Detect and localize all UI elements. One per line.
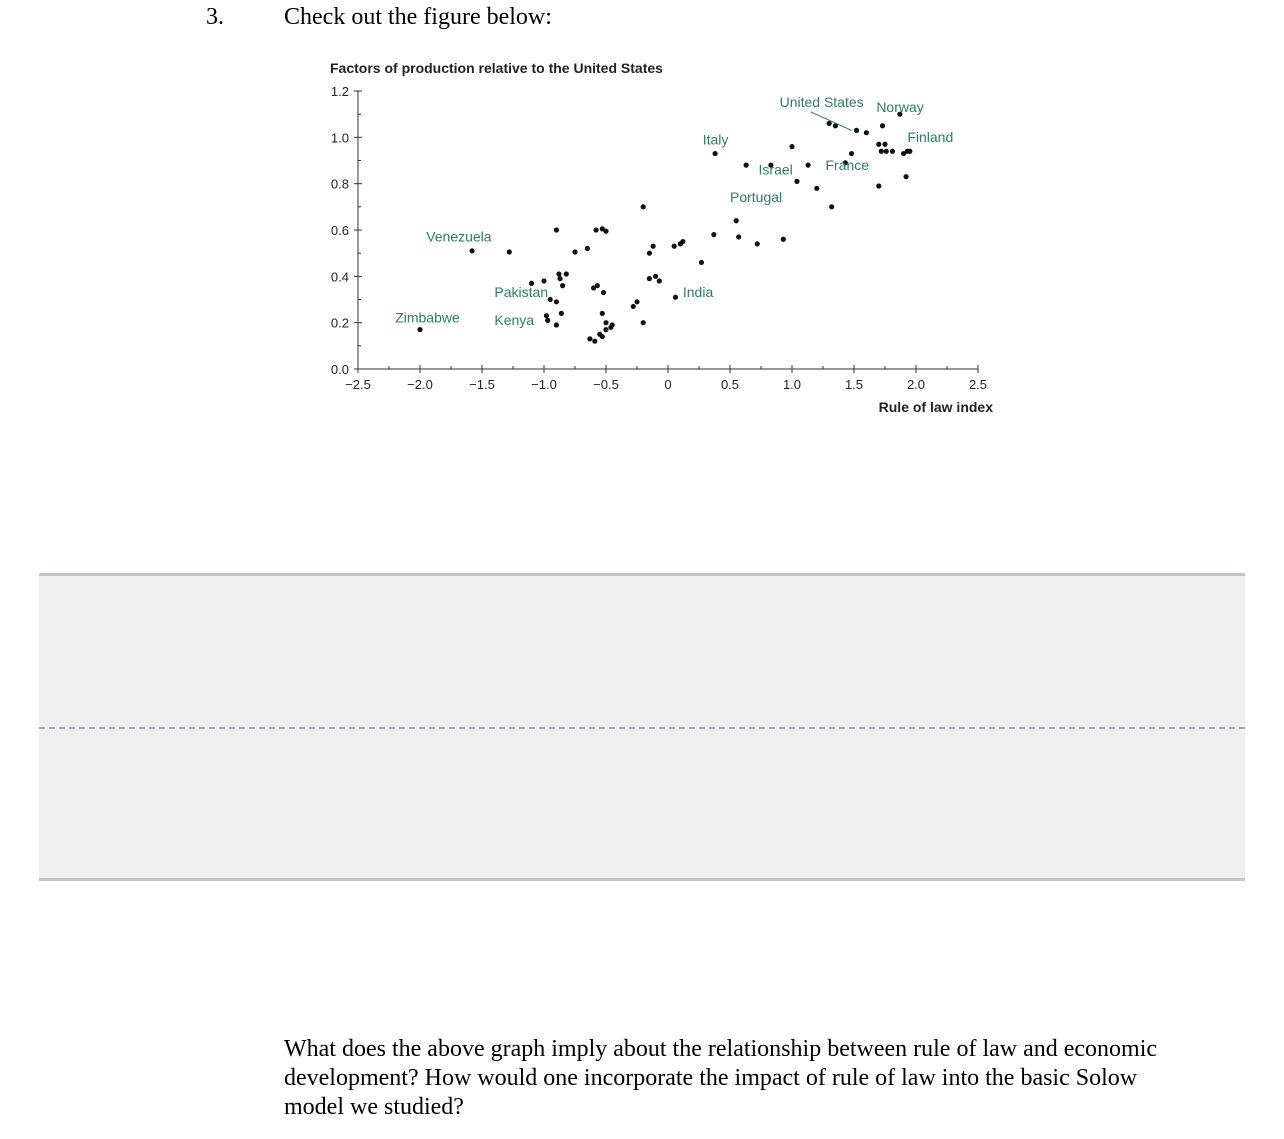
data-point	[560, 283, 565, 288]
data-point	[647, 251, 652, 256]
data-point	[541, 278, 546, 283]
x-axis-label: Rule of law index	[878, 399, 993, 415]
data-point	[806, 163, 811, 168]
data-point	[903, 174, 908, 179]
x-tick-label: 1.5	[844, 377, 864, 392]
data-point	[653, 274, 658, 279]
data-point	[794, 179, 799, 184]
data-point	[610, 322, 615, 327]
data-point	[673, 295, 678, 300]
data-point	[600, 311, 605, 316]
data-point	[603, 327, 608, 332]
country-label: India	[682, 284, 714, 301]
y-tick-label: 0.8	[330, 176, 349, 192]
data-point	[544, 313, 549, 318]
data-point	[634, 299, 639, 304]
x-tick-label: −2.0	[407, 377, 433, 392]
data-point	[901, 151, 906, 156]
y-tick-label: 0.4	[330, 269, 349, 285]
answer-divider	[39, 727, 1245, 729]
y-tick-label: 1.0	[330, 130, 349, 146]
data-point	[572, 249, 577, 254]
data-point	[678, 241, 683, 246]
data-point	[876, 183, 881, 188]
data-point	[744, 163, 749, 168]
data-point	[713, 151, 718, 156]
data-point	[880, 123, 885, 128]
data-point	[554, 227, 559, 232]
data-point	[548, 297, 553, 302]
country-label: Venezuela	[426, 228, 492, 245]
x-tick-label: −1.0	[531, 377, 557, 392]
data-point	[603, 229, 608, 234]
data-point	[657, 278, 662, 283]
data-point	[554, 322, 559, 327]
data-point	[876, 142, 881, 147]
data-point	[672, 244, 677, 249]
data-point	[849, 151, 854, 156]
question-prompt: Check out the figure below:	[284, 4, 552, 30]
data-point	[882, 142, 887, 147]
data-point	[556, 271, 561, 276]
data-point	[593, 227, 598, 232]
chart-title: Factors of production relative to the United States	[330, 60, 663, 76]
data-point	[585, 246, 590, 251]
data-point	[603, 320, 608, 325]
data-point	[558, 276, 563, 281]
data-point	[545, 318, 550, 323]
country-label: United States	[779, 94, 864, 111]
data-point	[592, 339, 597, 344]
x-tick-label: 0	[664, 377, 672, 392]
question-number: 3.	[206, 4, 224, 30]
x-tick-label: −2.5	[345, 377, 371, 392]
data-point	[907, 149, 912, 154]
y-tick-label: 0.2	[330, 315, 349, 331]
data-point	[631, 304, 636, 309]
data-point	[884, 149, 889, 154]
country-label: Kenya	[494, 311, 535, 328]
data-point	[595, 283, 600, 288]
leader-line	[811, 112, 852, 131]
data-point	[890, 149, 895, 154]
data-point	[789, 144, 794, 149]
question-text: What does the above graph imply about the relationship between rule of law and economic development? How would one incorporate the impact of rule of law into the basic Solow model we studied?	[284, 1036, 1158, 1120]
x-tick-label: 1.0	[782, 377, 802, 392]
x-tick-label: 2.0	[906, 377, 926, 392]
data-point	[564, 271, 569, 276]
answer-area[interactable]	[39, 573, 1245, 881]
data-point	[597, 332, 602, 337]
data-point	[755, 241, 760, 246]
x-tick-label: 2.5	[968, 377, 988, 392]
data-point	[417, 327, 422, 332]
data-point	[554, 299, 559, 304]
data-point	[651, 244, 656, 249]
scatter-chart	[300, 50, 1020, 430]
data-point	[736, 234, 741, 239]
data-point	[601, 290, 606, 295]
x-tick-label: −1.5	[469, 377, 495, 392]
y-tick-label: 0.6	[330, 223, 349, 238]
data-point	[781, 237, 786, 242]
data-point	[814, 186, 819, 191]
data-point	[734, 218, 739, 223]
data-point	[879, 149, 884, 154]
country-label: Italy	[702, 131, 729, 148]
country-label: Zimbabwe	[395, 309, 460, 326]
data-point	[647, 276, 652, 281]
data-point	[469, 248, 474, 253]
country-label: Portugal	[730, 189, 783, 206]
country-label: Norway	[876, 98, 924, 115]
data-point	[507, 249, 512, 254]
country-label: France	[825, 156, 870, 173]
x-tick-label: −0.5	[593, 377, 619, 392]
data-point	[829, 204, 834, 209]
y-tick-label: 0.0	[330, 362, 349, 377]
data-point	[559, 311, 564, 316]
data-point	[641, 204, 646, 209]
country-label: Pakistan	[494, 284, 549, 301]
data-point	[587, 336, 592, 341]
country-label: Israel	[758, 161, 793, 178]
data-point	[864, 130, 869, 135]
data-point	[641, 320, 646, 325]
data-point	[711, 232, 716, 237]
y-tick-label: 1.2	[330, 84, 349, 99]
data-point	[854, 128, 859, 133]
data-point	[699, 260, 704, 265]
x-tick-label: 0.5	[720, 377, 740, 392]
country-label: Finland	[907, 128, 954, 145]
